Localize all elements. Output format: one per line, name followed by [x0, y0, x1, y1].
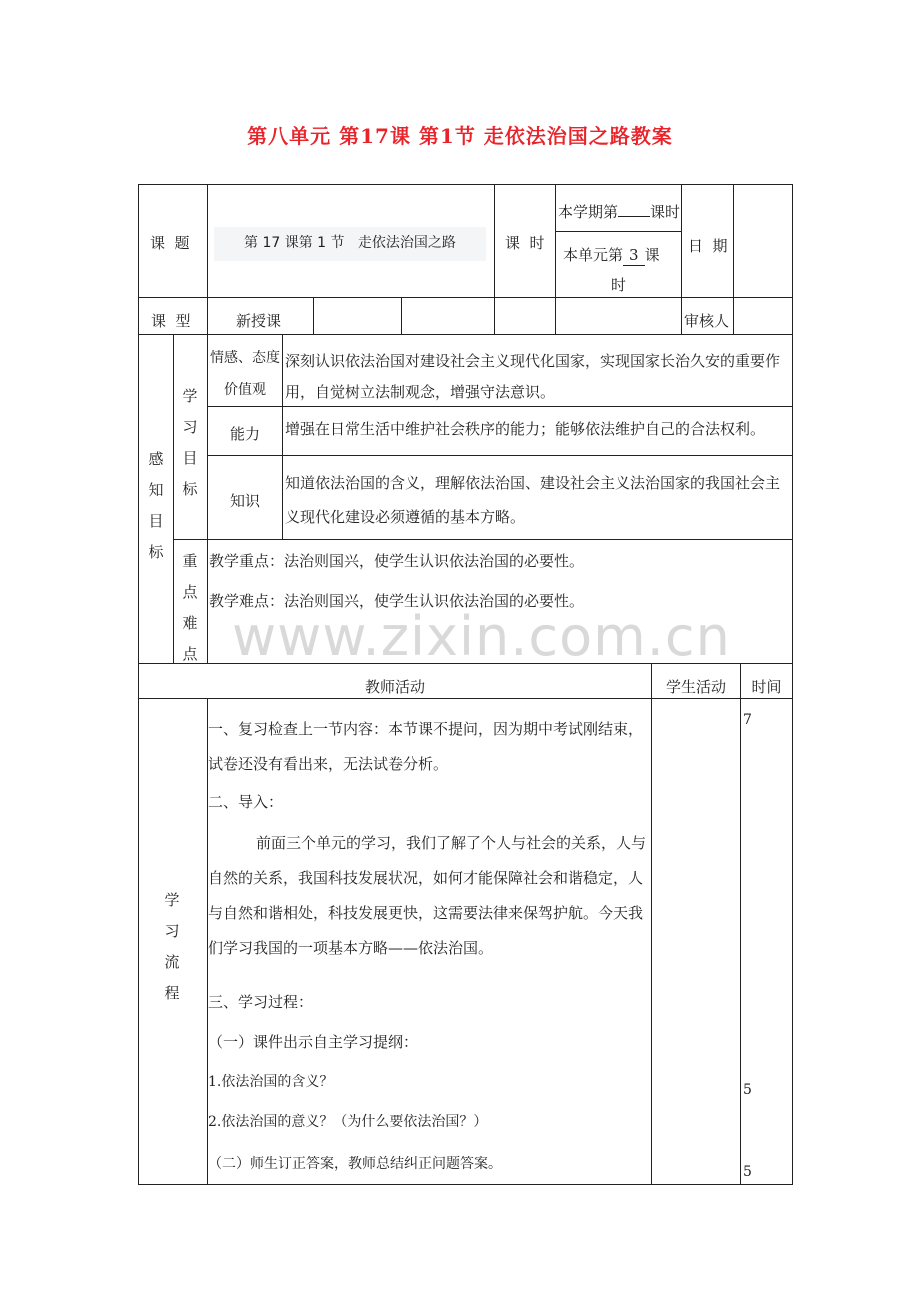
reviewer-label: 审核人 — [684, 312, 730, 330]
learning-goals-label — [180, 381, 200, 505]
semester-period-prefix: 本学期第 — [558, 203, 619, 221]
flow-p1: 一、复习检查上一节内容：本节课不提问，因为期中考试刚结束，试卷还没有看出来，无法试卷分析。 — [208, 720, 644, 773]
time-header: 时间 — [751, 678, 782, 696]
emotion-label-1: 情感、态度 — [210, 350, 280, 366]
flow-p4: 三、学习过程： — [208, 993, 314, 1011]
watermark: www.zixin.com.cn — [232, 605, 731, 668]
teacher-activity-header: 教师活动 — [364, 678, 425, 696]
goals-group-label — [146, 444, 166, 568]
flow-char-4: 程 — [164, 984, 180, 1002]
time-value-1: 7 — [743, 712, 752, 728]
time-value-3: 5 — [743, 1164, 752, 1180]
emotion-label-2: 价值观 — [224, 382, 266, 398]
type-value: 新授课 — [236, 312, 282, 330]
flow-p7: 2.依法治国的意义？（为什么要依法治国？） — [208, 1114, 488, 1130]
knowledge-text: 知道依法治国的含义，理解依法治国、建设社会主义法治国家的我国社会主义现代化建设必须遵循的基本方略。 — [285, 474, 781, 526]
key-points-char-1: 重 — [182, 552, 198, 570]
type-empty-cell-2 — [401, 297, 495, 335]
reviewer-value-cell — [733, 297, 793, 335]
time-cell — [740, 698, 793, 1185]
semester-period-blank — [618, 202, 650, 217]
learning-goals-char-4: 标 — [182, 480, 198, 498]
goals-char-1: 感 — [148, 450, 164, 468]
flow-label — [162, 885, 182, 1009]
learning-goals-char-1: 学 — [182, 387, 198, 405]
topic-value: 第 17 课第 1 节 走依法治国之路 — [244, 235, 456, 251]
flow-p3: 前面三个单元的学习，我们了解了个人与社会的关系，人与自然的关系，我国科技发展状况，如何才能保障社会和谐稳定，人与自然和谐相处，科技发展更快，这需要法律来保驾护航。今天我们学习我国的一项基本方略——依法治国。 — [208, 834, 647, 957]
type-empty-cell-4 — [555, 297, 682, 335]
emotion-text: 深刻认识依法治国对建设社会主义现代化国家，实现国家长治久安的重要作用，自觉树立法制观念，增强守法意识。 — [285, 352, 781, 401]
flow-char-3: 流 — [164, 953, 180, 971]
key-points-char-2: 点 — [182, 583, 198, 601]
flow-p8: （二）师生订正答案，教师总结纠正问题答案。 — [208, 1156, 502, 1172]
difficult-point: 教学难点：法治则国兴，使学生认识依法治国的必要性。 — [209, 592, 585, 610]
ability-label: 能力 — [229, 425, 260, 443]
key-points-char-3: 难 — [182, 614, 198, 632]
type-empty-cell-3 — [494, 297, 556, 335]
key-points-char-4: 点 — [182, 645, 198, 663]
student-activity-header: 学生活动 — [665, 678, 726, 696]
page-title: 第八单元 第17课 第1节 走依法治国之路教案 — [247, 124, 673, 148]
unit-period-suffix-2: 时 — [610, 276, 626, 294]
flow-p5: （一）课件出示自主学习提纲： — [208, 1033, 419, 1051]
semester-period-suffix: 课时 — [650, 203, 681, 221]
learning-goals-char-2: 习 — [182, 418, 198, 436]
key-point: 教学重点：法治则国兴，使学生认识依法治国的必要性。 — [209, 552, 585, 570]
date-label: 日 期 — [688, 237, 728, 255]
date-value-cell — [733, 184, 793, 298]
goals-char-3: 目 — [148, 512, 164, 530]
flow-char-2: 习 — [164, 922, 180, 940]
goals-char-4: 标 — [148, 543, 164, 561]
student-activity-cell — [651, 698, 741, 1185]
knowledge-label: 知识 — [229, 492, 260, 510]
unit-period-prefix: 本单元第 — [563, 246, 624, 264]
key-points-label — [180, 546, 200, 670]
topic-label: 课 题 — [150, 234, 190, 252]
semester-period — [558, 202, 682, 222]
ability-text: 增强在日常生活中维护社会秩序的能力；能够依法维护自己的合法权利。 — [285, 420, 766, 438]
unit-period — [563, 245, 681, 266]
type-label: 课 型 — [151, 312, 191, 330]
type-empty-cell-1 — [313, 297, 402, 335]
period-label: 课 时 — [505, 234, 545, 252]
flow-char-1: 学 — [164, 891, 180, 909]
learning-goals-char-3: 目 — [182, 449, 198, 467]
goals-char-2: 知 — [148, 481, 164, 499]
flow-p6: 1.依法治国的含义？ — [208, 1074, 334, 1090]
unit-period-value: 3 — [623, 245, 645, 266]
time-value-2: 5 — [743, 1082, 752, 1098]
unit-period-suffix: 课 — [644, 246, 660, 264]
flow-p2: 二、导入： — [208, 793, 284, 811]
